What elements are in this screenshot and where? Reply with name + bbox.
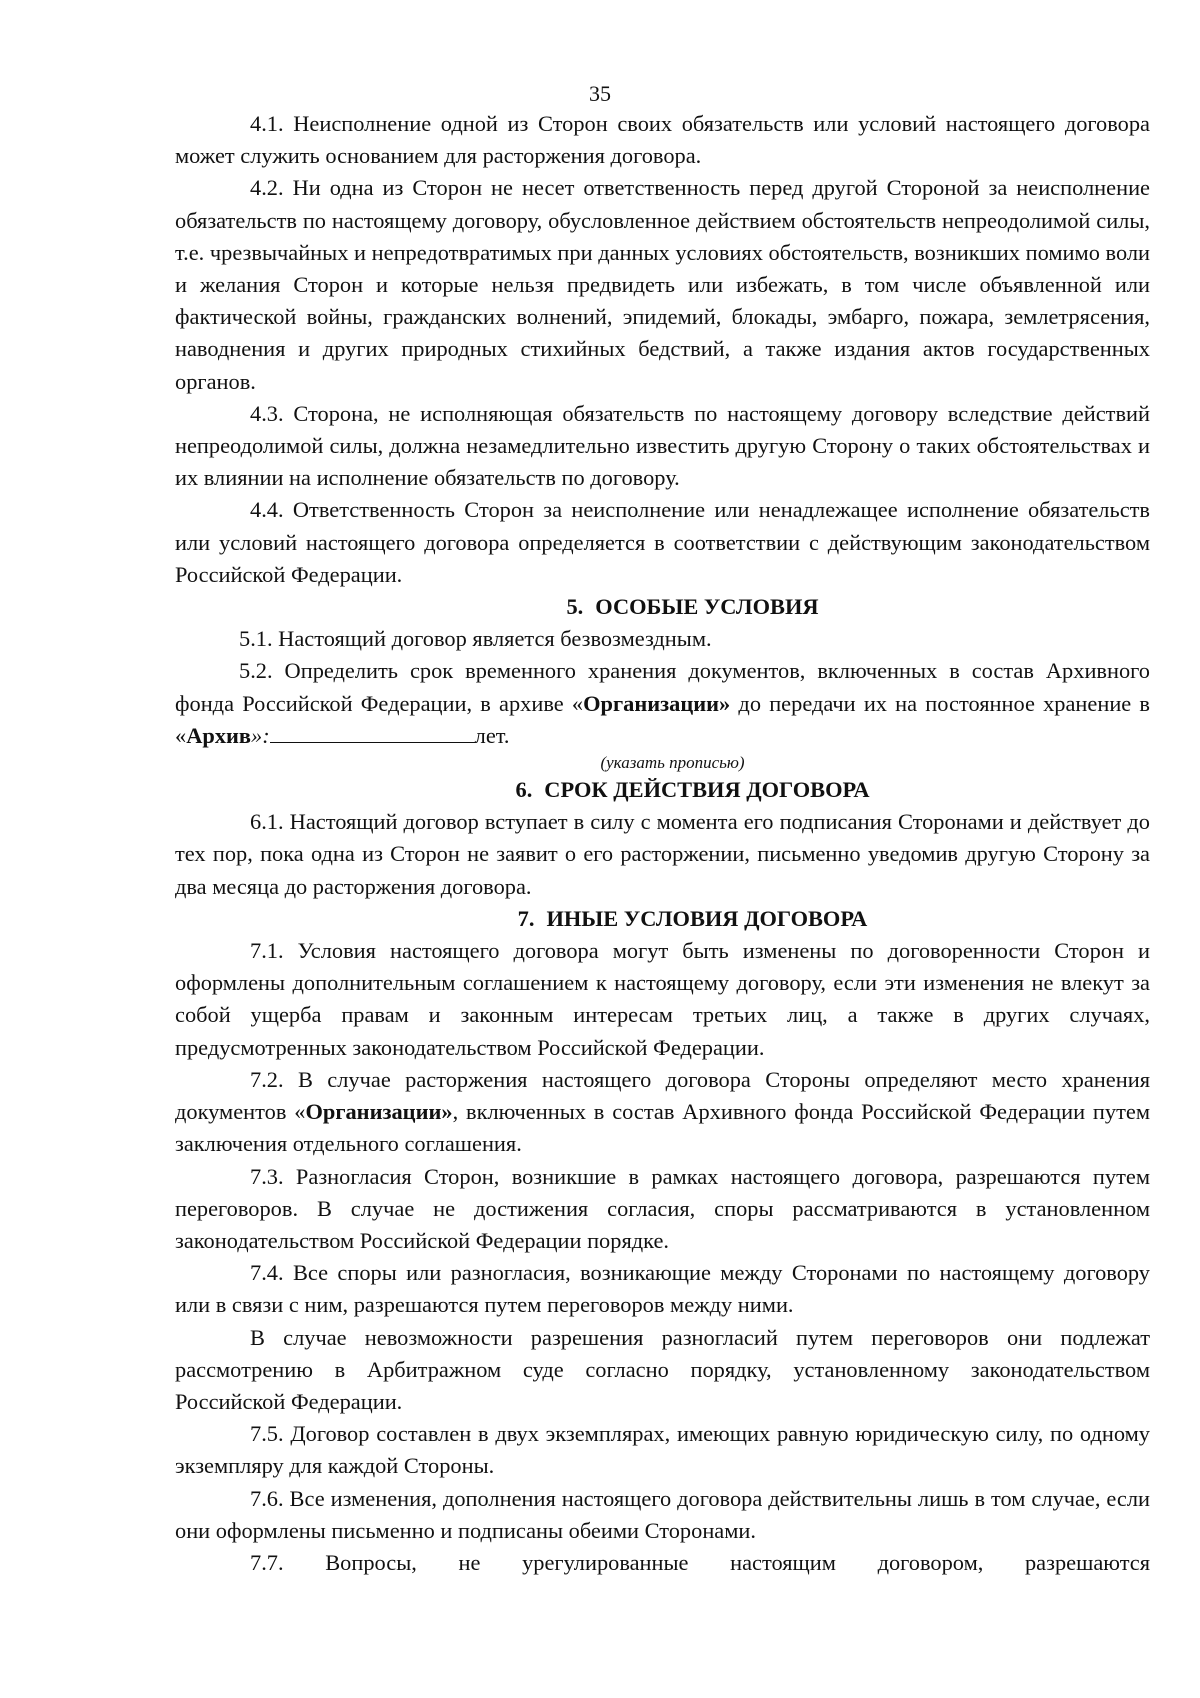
clause-7-2-text-b: , включенных в состав Архивного фонда Российской Федерации путем заключения отдельного соглашения.: [175, 1099, 1150, 1157]
clause-7-1: 7.1. Условия настоящего договора могут быть изменены по договоренности Сторон и оформлены дополнительным соглашением к настоящему договору, если эти изменения не влекут за собой ущерба правам и законным интересам третьих лиц, а также в других случаях, предусмотренных законодательством Российской Федерации.: [175, 938, 1150, 1060]
section-6-number: 6.: [515, 777, 533, 803]
section-7-title: ИНЫЕ УСЛОВИЯ ДОГОВОРА: [546, 905, 868, 931]
term-blank-line: [270, 722, 475, 743]
clause-5-2-text-c: »:: [251, 722, 270, 748]
section-5-number: 5.: [566, 594, 584, 620]
clause-5-2-text-a: 5.2. Определить срок временного хранения документов, включенных в состав Архивного фонда Российской Федерации, в архиве «: [175, 658, 1150, 716]
clause-5-2-archive: Архив: [186, 722, 252, 748]
clause-5-2-note: (указать прописью): [600, 753, 745, 773]
clause-5-2: [175, 655, 1150, 752]
clause-5-2-text-d: лет.: [474, 722, 510, 748]
clause-4-2: 4.2. Ни одна из Сторон не несет ответственность перед другой Стороной за неисполнение обязательств по настоящему договору, обусловленное действием обстоятельств непреодолимой силы, т.е. чрезвычайных и непредотвратимых при данных условиях обстоятельств, возникших помимо воли и желания Сторон и которые нельзя предвидеть или избежать, в том числе объявленной или фактической войны, гражданских волнений, эпидемий, блокады, эмбарго, пожара, землетрясения, наводнения и других природных стихийных бедствий, а также издания актов государственных органов.: [175, 175, 1150, 394]
clause-4-4: 4.4. Ответственность Сторон за неисполнение или ненадлежащее исполнение обязательств или условий настоящего договора определяется в соответствии с действующим законодательством Российской Федерации.: [175, 497, 1150, 587]
section-5-heading: [175, 591, 1150, 623]
clause-7-2-text-a: 7.2. В случае расторжения настоящего договора Стороны определяют место хранения документов «: [175, 1066, 1150, 1125]
clause-7-6: 7.6. Все изменения, дополнения настоящего договора действительны лишь в том случае, если они оформлены письменно и подписаны обеими Сторонами.: [175, 1485, 1150, 1543]
page-number: 35: [589, 81, 611, 106]
clause-7-3: 7.3. Разногласия Сторон, возникшие в рамках настоящего договора, разрешаются путем переговоров. В случае не достижения согласия, споры рассматриваются в установленном законодательством Российской Федерации порядке.: [175, 1163, 1150, 1253]
clause-7-4: 7.4. Все споры или разногласия, возникающие между Сторонами по настоящему договору или в связи с ним, разрешаются путем переговоров между ними.: [175, 1260, 1150, 1318]
clause-7-2: [175, 1064, 1150, 1161]
clause-7-2-org: Организации»: [305, 1099, 453, 1125]
clause-7-5: 7.5. Договор составлен в двух экземплярах, имеющих равную юридическую силу, по одному экземпляру для каждой Стороны.: [175, 1421, 1150, 1479]
section-7-number: 7.: [517, 905, 535, 931]
clause-6-1: 6.1. Настоящий договор вступает в силу с момента его подписания Сторонами и действует до тех пор, пока одна из Сторон не заявит о его расторжении, письменно уведомив другую Сторону за два месяца до расторжения договора.: [175, 809, 1150, 899]
clause-5-2-text-b: до передачи их на постоянное хранение в «: [175, 690, 1150, 748]
section-6-title: СРОК ДЕЙСТВИЯ ДОГОВОРА: [544, 777, 870, 803]
section-5-title: ОСОБЫЕ УСЛОВИЯ: [595, 594, 819, 620]
clause-5-2-org: Организации»: [583, 690, 731, 716]
clause-5-1: 5.1. Настоящий договор является безвозмездным.: [239, 626, 712, 652]
clause-7-7: 7.7. Вопросы, не урегулированные настоящим договором, разрешаются: [250, 1549, 1150, 1575]
clause-4-3: 4.3. Сторона, не исполняющая обязательств по настоящему договору вследствие действий непреодолимой силы, должна незамедлительно известить другую Сторону о таких обстоятельствах и их влиянии на исполнение обязательств по договору.: [175, 400, 1150, 491]
section-7-heading: [175, 903, 1150, 935]
clause-7-4-continuation: В случае невозможности разрешения разногласий путем переговоров они подлежат рассмотрению в Арбитражном суде согласно порядку, установленному законодательством Российской Федерации.: [175, 1324, 1150, 1414]
clause-4-1: 4.1. Неисполнение одной из Сторон своих обязательств или условий настоящего договора может служить основанием для расторжения договора.: [175, 111, 1150, 169]
document-body: [175, 108, 1150, 1579]
section-6-heading: [175, 774, 1150, 806]
